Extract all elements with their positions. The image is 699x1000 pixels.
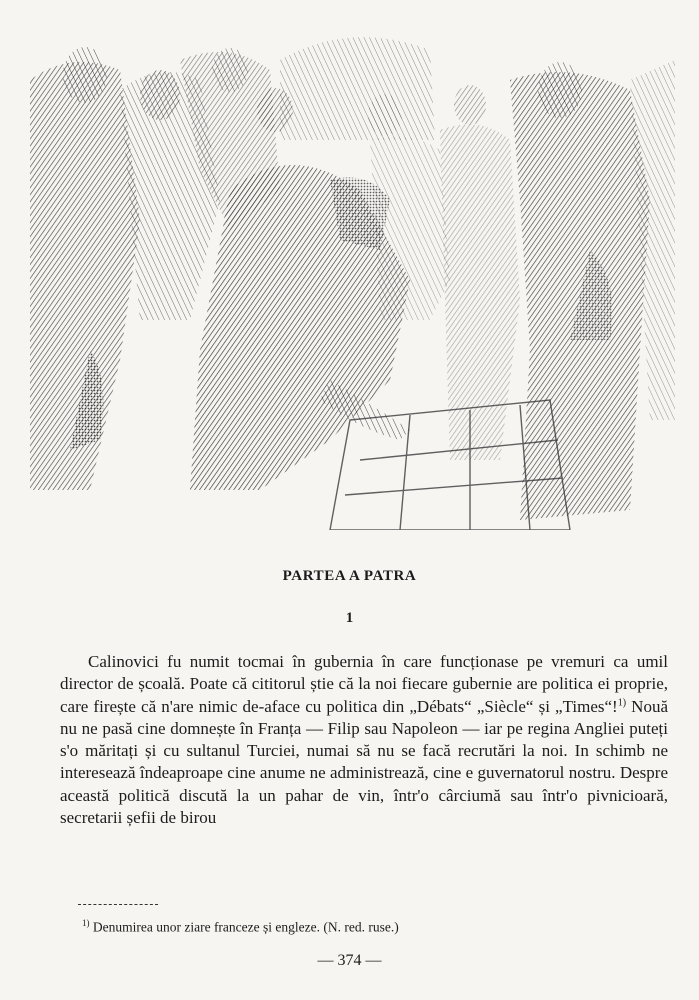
footnote <box>82 915 642 936</box>
footnote-reference: 1) <box>617 696 627 708</box>
section-heading: PARTEA A PATRA <box>282 568 417 584</box>
body-text <box>60 651 668 829</box>
illustration <box>30 20 675 530</box>
page-number: — 374 — <box>317 952 382 969</box>
paragraph-end: Nouă nu ne pasă cine domnește în Franța — Filip sau Napoleon — iar pe regina Angliei puteți s'o măritați și cu sultanul Turciei, numai să nu se facă recrutări la noi. In schimb ne interesează îndeaproape cine anume ne administrează, cine e guvernatorul nostru. Despre această politică discută la un pahar de vin, într'o cârciumă sau într'o pivnicioară, secretarii șefii de birou <box>60 696 669 828</box>
footnote-marker: 1) <box>82 918 90 928</box>
footnote-divider <box>78 904 158 905</box>
paragraph-start: Calinovici fu numit tocmai în gubernia în care funcționase pe vremuri ca umil director de școală. Poate că cititorul știe că la noi fiecare gubernie are politica ei proprie, care firește că n'are nimic de-aface cu politica din „Débats“ „Siècle“ și „Times“! <box>60 652 668 716</box>
crowd-scene-illustration <box>30 20 675 530</box>
paragraph <box>60 651 668 829</box>
chapter-number: 1 <box>345 610 354 626</box>
footnote-text: Denumirea unor ziare franceze și engleze. (N. red. ruse.) <box>89 919 399 935</box>
